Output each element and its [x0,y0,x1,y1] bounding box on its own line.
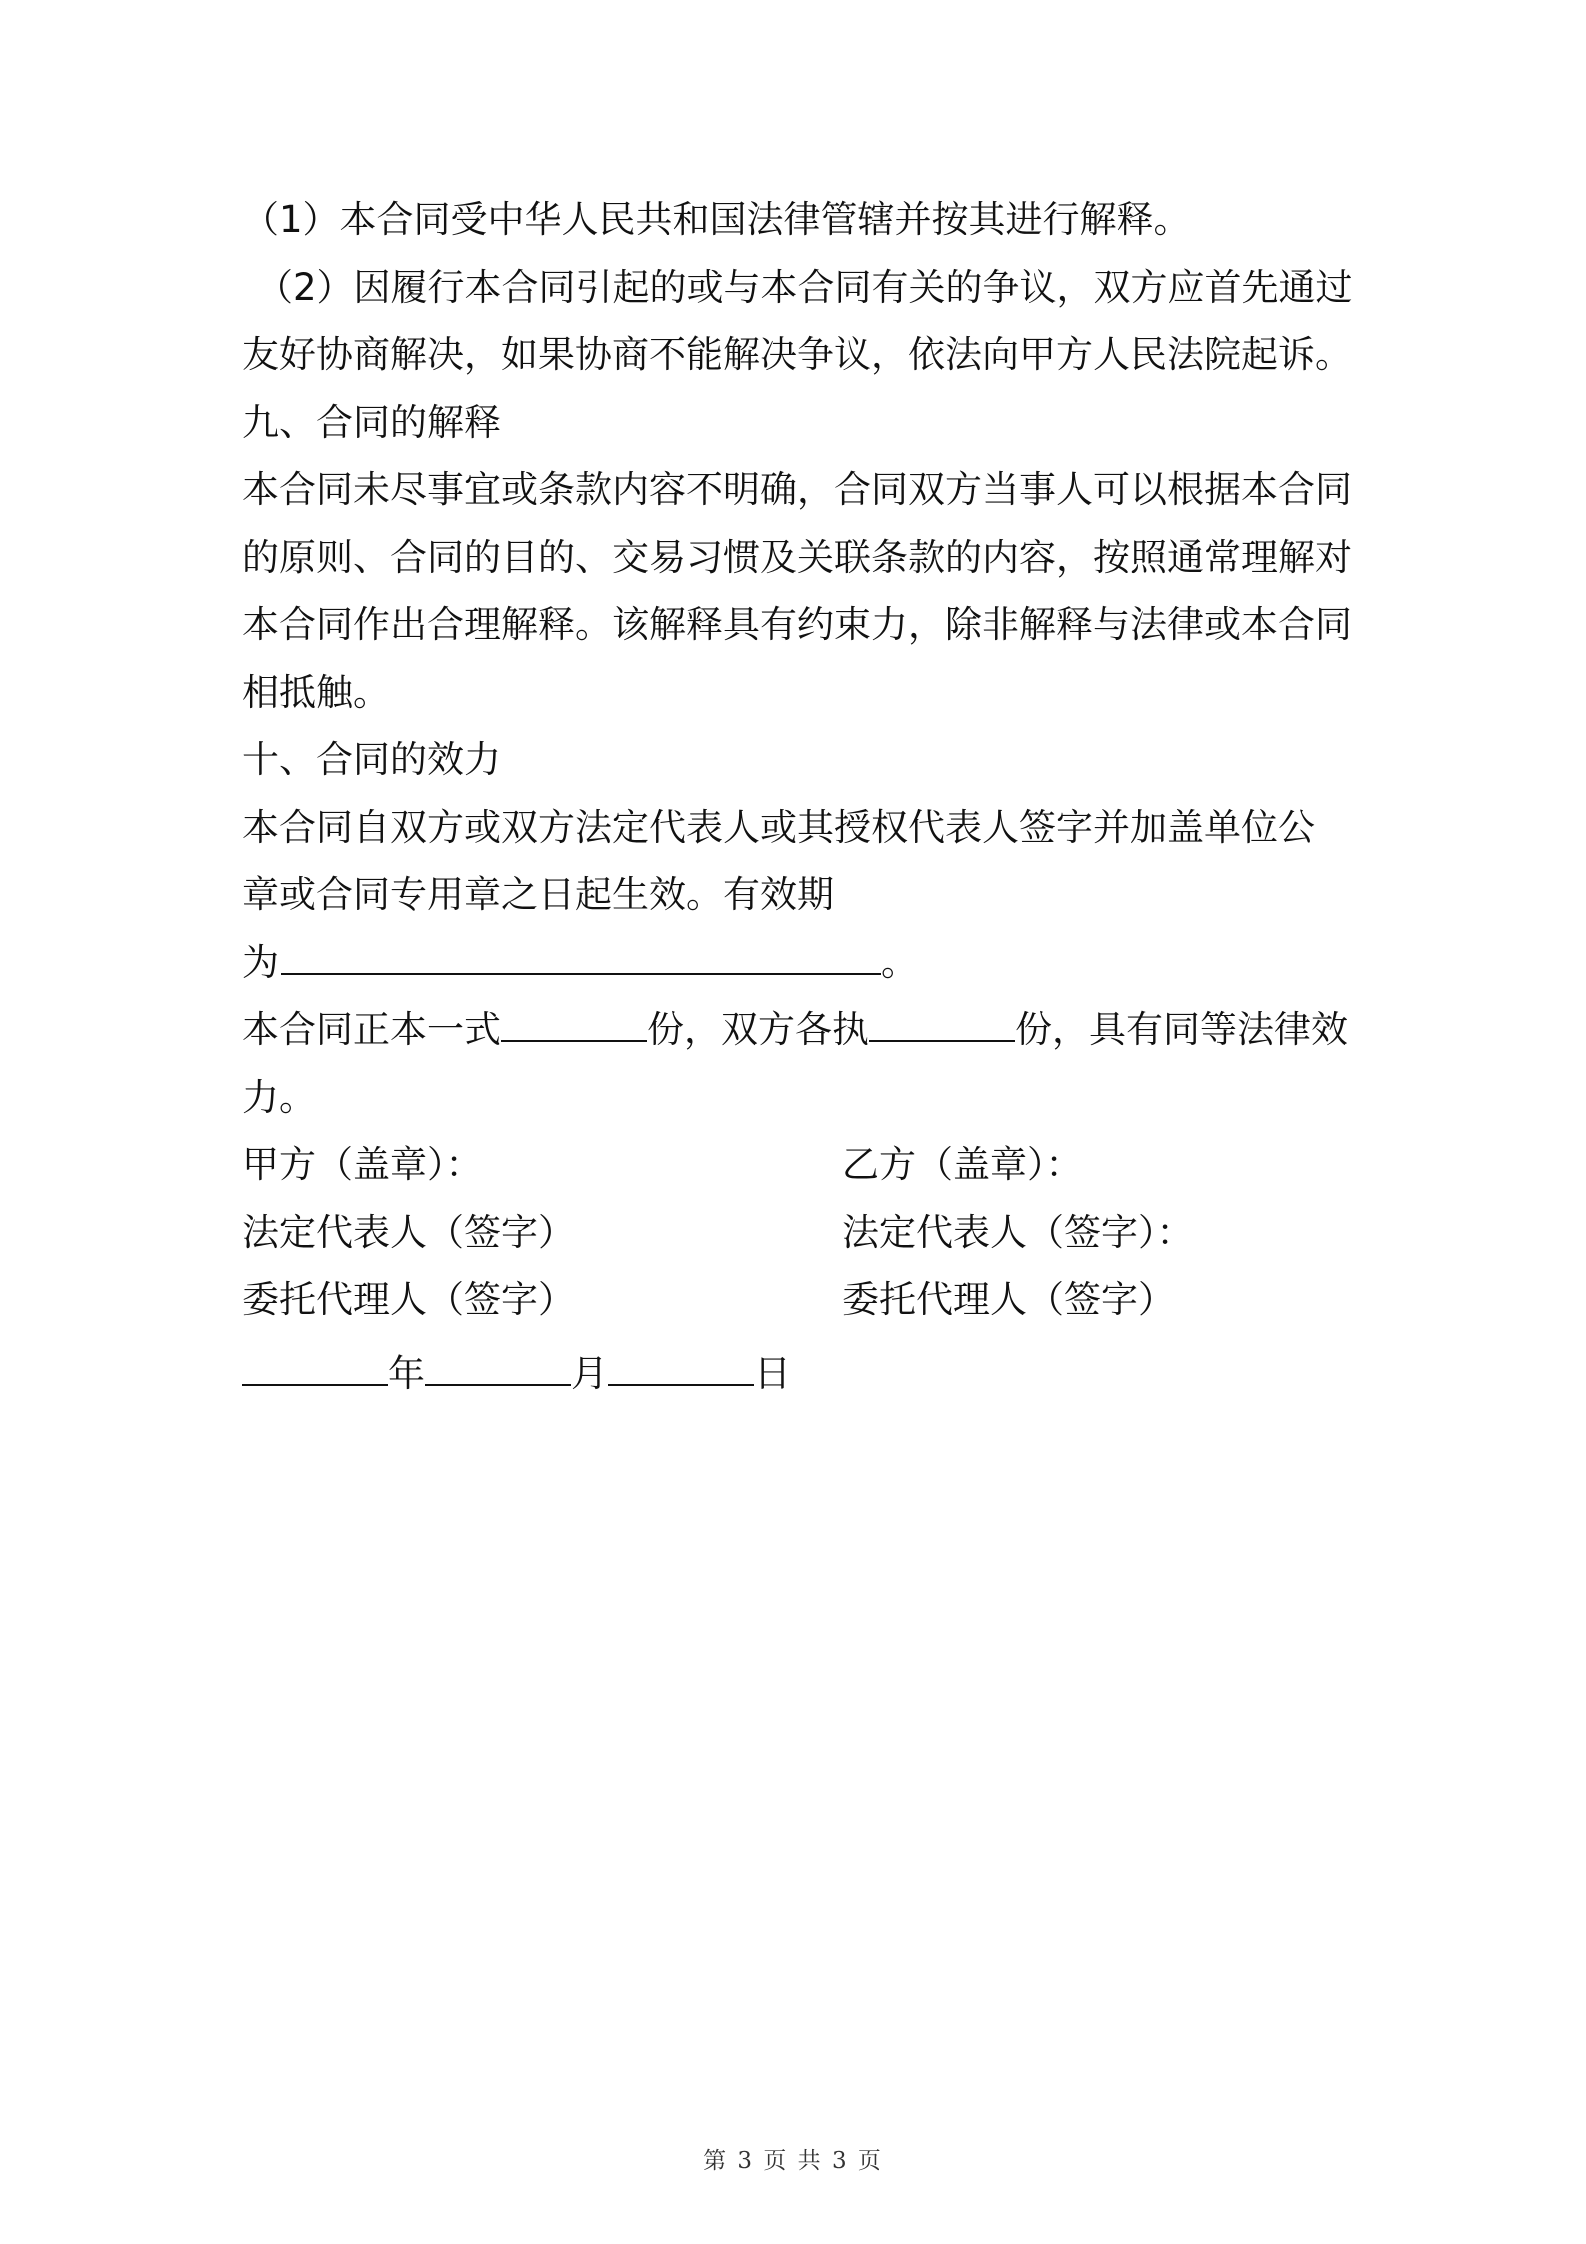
validity-prefix: 为 [242,940,279,984]
party-a-rep-label: 法定代表人（签字） [242,1210,575,1254]
document-body [242,186,1362,1414]
clause-2-line-2: 友好协商解决，如果协商不能解决争议，依法向甲方人民法院起诉。 [242,333,1352,376]
clause-2-line-1: （2）因履行本合同引起的或与本合同有关的争议，双方应首先通过 [256,265,1353,309]
section-9-line-1: 本合同未尽事宜或条款内容不明确，合同双方当事人可以根据本合同 [242,468,1352,511]
month-label: 月 [571,1351,608,1395]
page-footer: 第 3 页 共 3 页 [703,2148,883,2174]
date-row [242,1334,1362,1414]
party-a-seal-label: 甲方（盖章）： [242,1143,483,1186]
section-9-line-3: 本合同作出合理解释。该解释具有约束力，除非解释与法律或本合同 [242,603,1352,646]
validity-period-row [242,929,1362,997]
section-10-line-1: 本合同自双方或双方法定代表人或其授权代表人签字并加盖单位公 [242,805,1315,849]
year-blank[interactable] [242,1346,388,1386]
section-9-line-2: 的原则、合同的目的、交易习惯及关联条款的内容，按照通常理解对 [242,535,1352,579]
copies-text-2: 份，双方各执 [647,1008,869,1051]
validity-suffix: 。 [881,940,918,984]
validity-period-blank[interactable] [281,935,881,975]
month-blank[interactable] [425,1346,571,1386]
year-label: 年 [388,1351,425,1395]
copies-text-1: 本合同正本一式 [242,1008,501,1051]
party-b-seal-label: 乙方（盖章）： [842,1143,1083,1186]
signature-seal-row [242,1131,1362,1199]
section-10-heading: 十、合同的效力 [242,738,501,781]
copies-text-3: 份，具有同等法律效 [1015,1008,1348,1051]
section-10-line-2: 章或合同专用章之日起生效。有效期 [242,873,834,916]
clause-1: （1）本合同受中华人民共和国法律管辖并按其进行解释。 [242,198,1191,241]
copies-each-blank[interactable] [869,1002,1015,1042]
copies-row-line-2: 力。 [242,1075,316,1119]
party-b-rep-label: 法定代表人（签字）： [842,1210,1194,1254]
party-b-agent-label: 委托代理人（签字） [842,1278,1175,1321]
day-blank[interactable] [608,1346,754,1386]
signature-agent-row [242,1266,1362,1334]
party-a-agent-label: 委托代理人（签字） [242,1278,575,1321]
copies-row [242,996,1362,1064]
signature-rep-row [242,1199,1362,1267]
day-label: 日 [754,1351,791,1395]
section-9-line-4: 相抵触。 [242,670,390,714]
copies-total-blank[interactable] [501,1002,647,1042]
section-9-heading: 九、合同的解释 [242,400,501,444]
